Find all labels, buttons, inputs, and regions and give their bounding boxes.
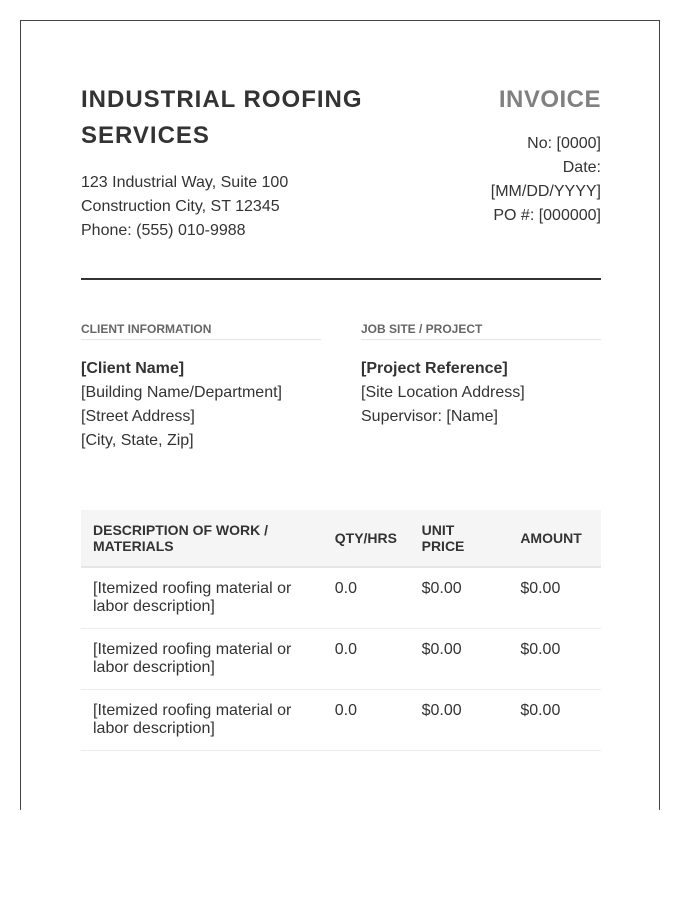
row-unit-price: $0.00 (410, 690, 509, 751)
row-description: [Itemized roofing material or labor description] (81, 690, 323, 751)
invoice-page (20, 20, 660, 810)
row-amount: $0.00 (508, 629, 601, 690)
job-info-heading: JOB SITE / PROJECT (361, 322, 601, 340)
client-city: [City, State, Zip] (81, 432, 194, 449)
company-address-line2: Construction City, ST 12345 (81, 198, 280, 215)
job-info-lines (361, 357, 601, 429)
job-info (361, 322, 601, 453)
header-qty: QTY/HRS (323, 510, 410, 567)
row-amount: $0.00 (508, 567, 601, 629)
invoice-header (81, 81, 601, 280)
row-unit-price: $0.00 (410, 567, 509, 629)
info-section (81, 322, 601, 453)
row-unit-price: $0.00 (410, 629, 509, 690)
invoice-po-number: PO #: [000000] (493, 207, 601, 224)
client-building: [Building Name/Department] (81, 384, 282, 401)
table-row (81, 690, 601, 751)
header-unit-price: UNIT PRICE (410, 510, 509, 567)
table-row (81, 567, 601, 629)
client-name: [Client Name] (81, 360, 185, 377)
company-block (81, 81, 401, 243)
table-row (81, 629, 601, 690)
client-info-lines (81, 357, 321, 453)
row-description: [Itemized roofing material or labor description] (81, 629, 323, 690)
invoice-date-value: [MM/DD/YYYY] (490, 183, 601, 200)
invoice-content (81, 81, 601, 751)
line-items-body (81, 567, 601, 751)
header-amount: AMOUNT (508, 510, 601, 567)
invoice-meta-block (401, 81, 601, 228)
header-description: DESCRIPTION OF WORK / MATERIALS (81, 510, 323, 567)
company-name: INDUSTRIAL ROOFING SERVICES (81, 86, 363, 149)
invoice-date-label: Date: (562, 159, 601, 176)
header-row (81, 510, 601, 567)
company-address-line1: 123 Industrial Way, Suite 100 (81, 174, 289, 191)
row-amount: $0.00 (508, 690, 601, 751)
site-location: [Site Location Address] (361, 384, 525, 401)
invoice-title: INVOICE (498, 86, 601, 113)
invoice-meta (401, 132, 601, 228)
row-qty: 0.0 (323, 629, 410, 690)
supervisor: Supervisor: [Name] (361, 408, 498, 425)
company-address (81, 171, 401, 243)
row-qty: 0.0 (323, 567, 410, 629)
client-street: [Street Address] (81, 408, 195, 425)
line-items-table (81, 510, 601, 751)
company-phone: Phone: (555) 010-9988 (81, 222, 246, 239)
project-reference: [Project Reference] (361, 360, 508, 377)
line-items-header (81, 510, 601, 567)
row-qty: 0.0 (323, 690, 410, 751)
client-info-heading: CLIENT INFORMATION (81, 322, 321, 340)
client-info (81, 322, 321, 453)
invoice-number: No: [0000] (527, 135, 601, 152)
row-description: [Itemized roofing material or labor description] (81, 567, 323, 629)
